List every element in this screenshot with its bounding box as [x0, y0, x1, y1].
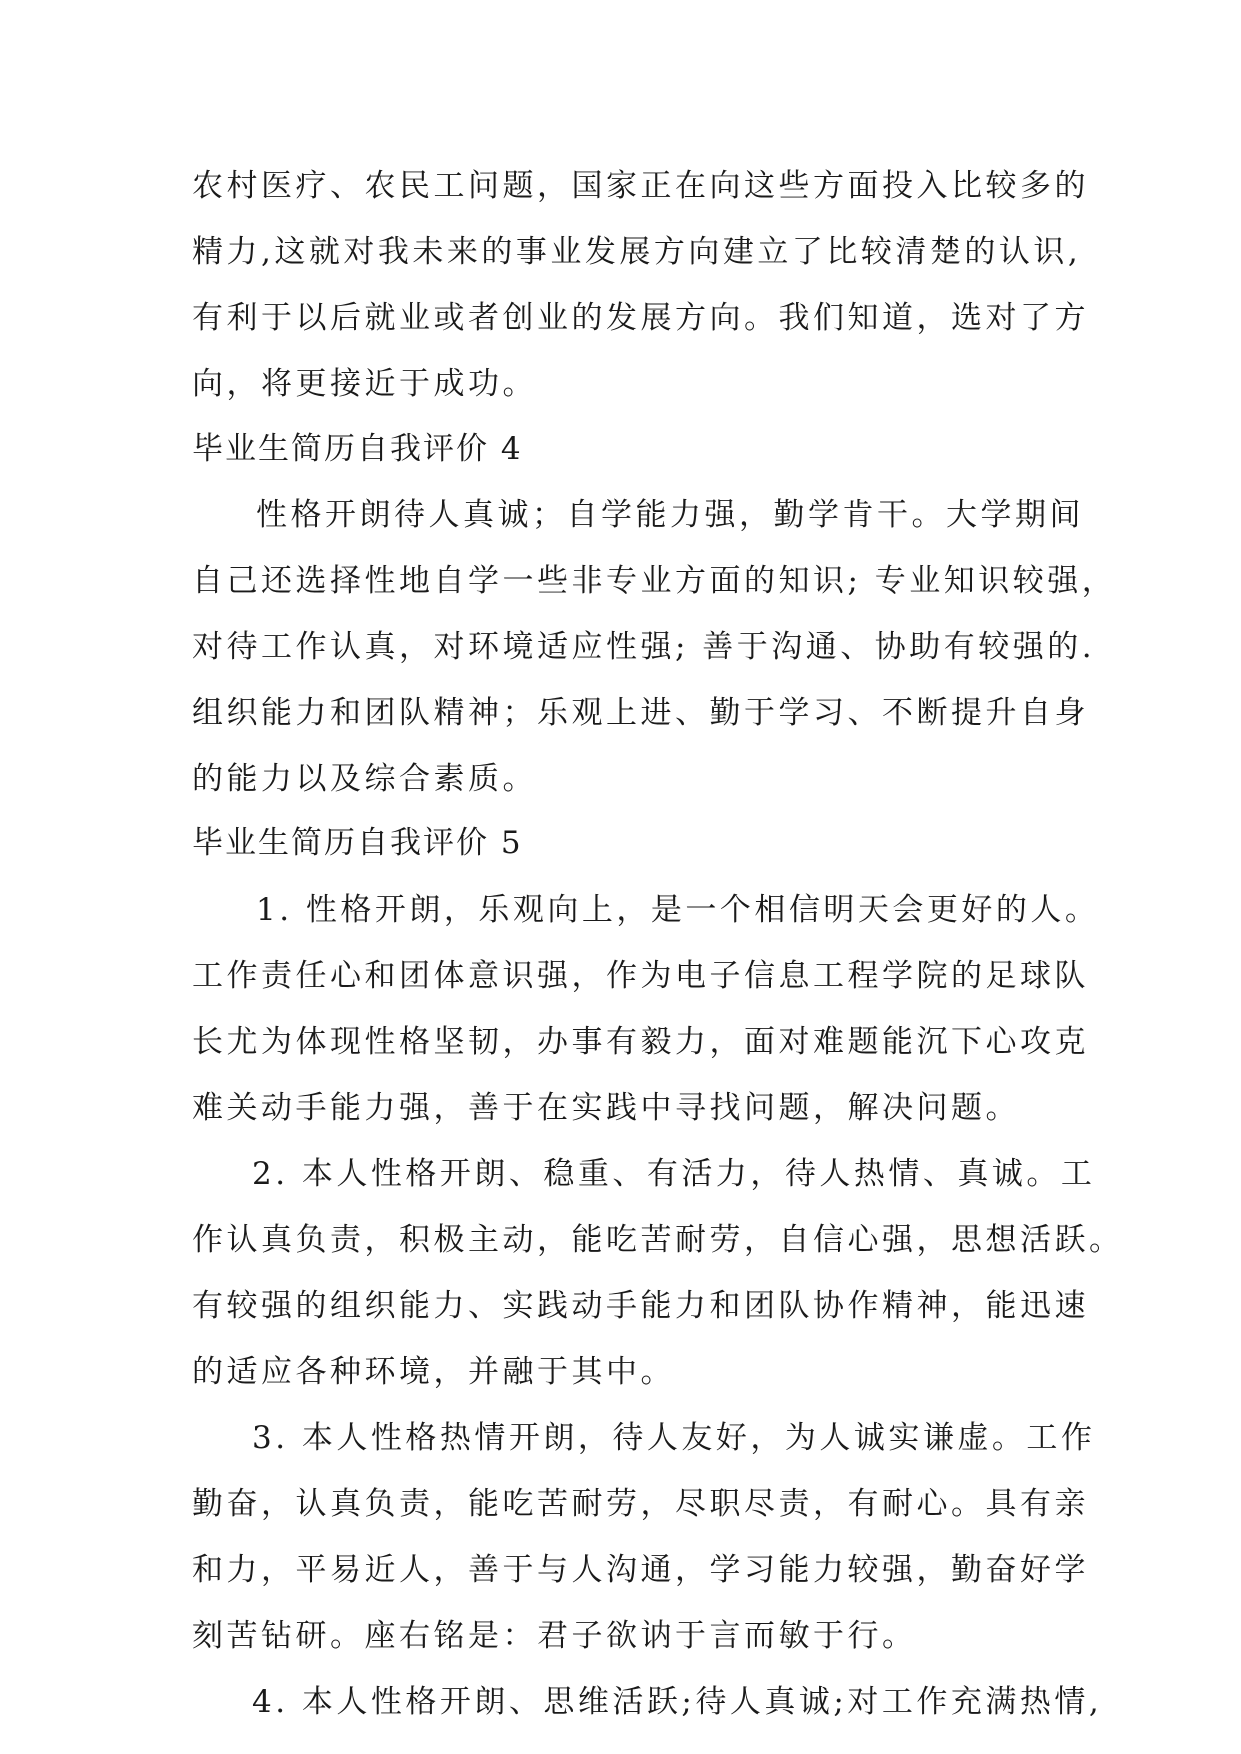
paragraph-line: 组织能力和团队精神；乐观上进、勤于学习、不断提升自身: [192, 695, 1089, 731]
paragraph-line: 2. 本人性格开朗、稳重、有活力，待人热情、真诚。工: [252, 1156, 1096, 1192]
paragraph-line: 刻苦钻研。座右铭是：君子欲讷于言而敏于行。: [192, 1618, 917, 1654]
paragraph-line: 自己还选择性地自学一些非专业方面的知识; 专业知识较强，: [192, 563, 1117, 599]
paragraph-line: 有利于以后就业或者创业的发展方向。我们知道，选对了方: [192, 300, 1089, 336]
paragraph-line: 工作责任心和团体意识强，作为电子信息工程学院的足球队: [192, 958, 1089, 994]
paragraph-line: 勤奋，认真负责，能吃苦耐劳，尽职尽责，有耐心。具有亲: [192, 1486, 1089, 1522]
paragraph-line: 长尤为体现性格坚韧，办事有毅力，面对难题能沉下心攻克: [192, 1024, 1089, 1060]
paragraph-line: 1. 性格开朗，乐观向上，是一个相信明天会更好的人。: [256, 892, 1100, 928]
paragraph-line: 难关动手能力强，善于在实践中寻找问题，解决问题。: [192, 1090, 1020, 1126]
paragraph-line: 性格开朗待人真诚；自学能力强，勤学肯干。大学期间: [256, 497, 1084, 533]
paragraph-line: 向，将更接近于成功。: [192, 366, 537, 402]
section-heading: 毕业生简历自我评价 5: [192, 825, 523, 861]
section-heading: 毕业生简历自我评价 4: [192, 431, 523, 467]
paragraph-line: 农村医疗、农民工问题，国家正在向这些方面投入比较多的: [192, 168, 1089, 204]
paragraph-line: 对待工作认真，对环境适应性强; 善于沟通、协助有较强的.: [192, 629, 1096, 665]
paragraph-line: 的适应各种环境，并融于其中。: [192, 1354, 675, 1390]
paragraph-line: 3. 本人性格热情开朗，待人友好，为人诚实谦虚。工作: [252, 1420, 1096, 1456]
paragraph-line: 有较强的组织能力、实践动手能力和团队协作精神，能迅速: [192, 1288, 1089, 1324]
paragraph-line: 的能力以及综合素质。: [192, 761, 537, 797]
paragraph-line: 4. 本人性格开朗、思维活跃;待人真诚;对工作充满热情,: [252, 1684, 1103, 1720]
paragraph-line: 精力,这就对我未来的事业发展方向建立了比较清楚的认识,: [192, 234, 1082, 270]
paragraph-line: 作认真负责，积极主动，能吃苦耐劳，自信心强，思想活跃。: [192, 1222, 1124, 1258]
paragraph-line: 和力，平易近人，善于与人沟通，学习能力较强，勤奋好学: [192, 1552, 1089, 1588]
